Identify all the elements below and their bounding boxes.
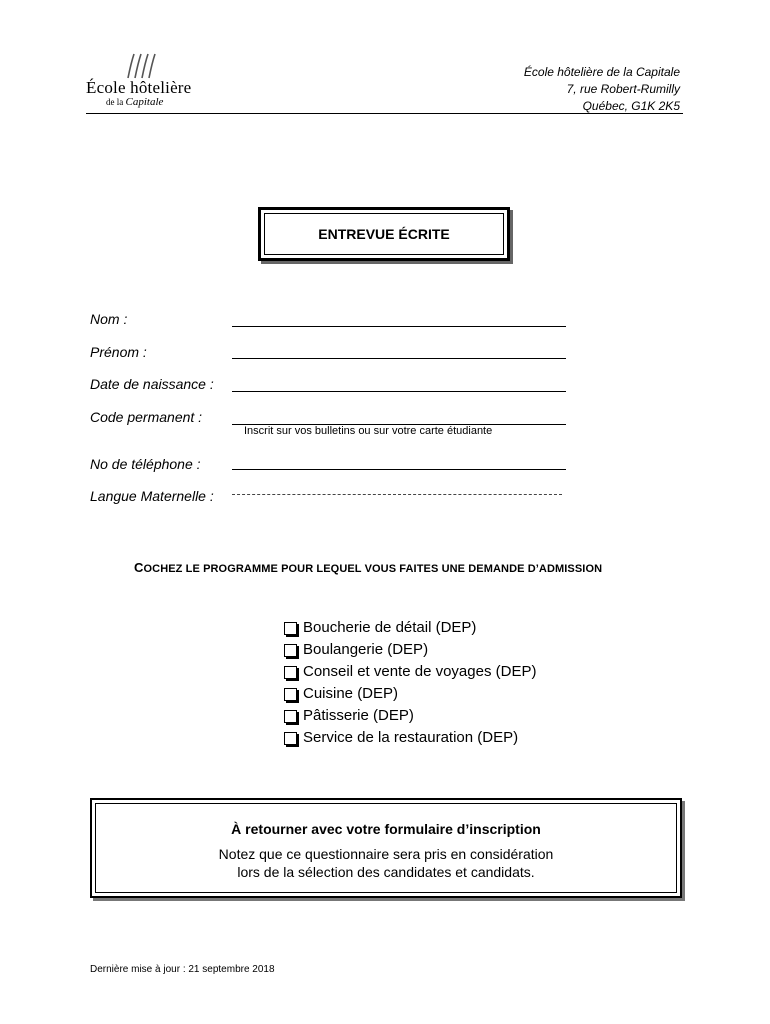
langue-maternelle-field[interactable] <box>232 494 562 495</box>
label-telephone: No de téléphone : <box>90 456 201 472</box>
list-item <box>284 639 536 661</box>
program-label: Boucherie de détail (DEP) <box>303 619 477 636</box>
prenom-field[interactable] <box>232 358 566 359</box>
checkbox[interactable] <box>284 644 297 657</box>
checkbox[interactable] <box>284 622 297 635</box>
list-item <box>284 727 536 749</box>
program-label: Boulangerie (DEP) <box>303 641 429 658</box>
label-langue-maternelle: Langue Maternelle : <box>90 488 214 504</box>
checkbox[interactable] <box>284 688 297 701</box>
school-address <box>524 64 680 115</box>
school-logo <box>86 52 196 112</box>
address-line: Québec, G1K 2K5 <box>582 99 680 113</box>
return-notice-box <box>90 798 682 898</box>
label-date-naissance: Date de naissance : <box>90 376 214 392</box>
header-divider <box>86 113 683 114</box>
title-box <box>258 207 510 261</box>
last-updated: Dernière mise à jour : 21 septembre 2018 <box>90 964 275 975</box>
checkbox[interactable] <box>284 666 297 679</box>
program-label: Cuisine (DEP) <box>303 685 399 702</box>
return-notice-text: Notez que ce questionnaire sera pris en considération <box>218 846 554 862</box>
list-item <box>284 661 536 683</box>
telephone-field[interactable] <box>232 469 566 470</box>
page-title: ENTREVUE ÉCRITE <box>318 226 450 242</box>
address-line: 7, rue Robert-Rumilly <box>566 82 680 96</box>
logo-text: École hôtelière <box>86 78 192 97</box>
section-heading: COCHEZ LE PROGRAMME POUR LEQUEL VOUS FAITES UNE DEMANDE D’ADMISSION <box>134 560 603 575</box>
checkbox[interactable] <box>284 732 297 745</box>
code-permanent-hint: Inscrit sur vos bulletins ou sur votre carte étudiante <box>244 425 493 437</box>
label-prenom: Prénom : <box>90 344 147 360</box>
program-label: Conseil et vente de voyages (DEP) <box>303 663 537 680</box>
address-line: École hôtelière de la Capitale <box>523 65 680 79</box>
nom-field[interactable] <box>232 326 566 327</box>
return-notice-title: À retourner avec votre formulaire d’inscription <box>231 821 541 837</box>
return-notice-text: lors de la sélection des candidates et candidats. <box>237 864 535 880</box>
list-item <box>284 617 536 639</box>
label-nom: Nom : <box>90 311 128 327</box>
logo-subtext: de la Capitale <box>106 96 164 108</box>
date-naissance-field[interactable] <box>232 391 566 392</box>
program-label: Service de la restauration (DEP) <box>303 729 519 746</box>
list-item <box>284 705 536 727</box>
program-label: Pâtisserie (DEP) <box>303 707 414 724</box>
checkbox[interactable] <box>284 710 297 723</box>
list-item <box>284 683 536 705</box>
label-code-permanent: Code permanent : <box>90 409 203 425</box>
program-list <box>284 617 536 749</box>
logo-strokes-icon <box>122 52 162 80</box>
